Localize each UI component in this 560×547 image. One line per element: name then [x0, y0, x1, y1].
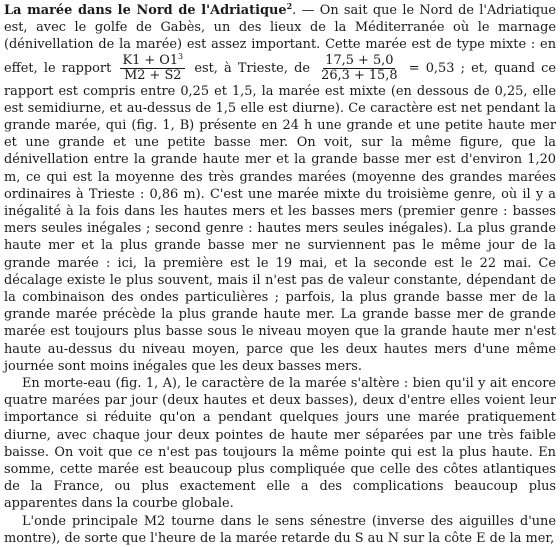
fraction-denominator: M2 + S2: [124, 67, 182, 83]
fraction-numerator: 17,5 + 5,0: [325, 52, 394, 68]
paragraph-onde-principale: L'onde principale M2 tourne dans le sens sénestre (inverse des aiguilles d'une montre), de sorte que l'heure de la marée retarde du S au N sur la côte E de la mer,: [4, 513, 556, 546]
paragraph-text-intro: On sait que le Nord de l'Adriatique est, avec le golfe de Gabès, un des lieux de la Méditerranée où le marnage (dénivellation de la marée) est assez important. Cette marée est de type mixte : en effet, le rapport: [4, 3, 556, 76]
title-punctuation: . —: [292, 3, 320, 18]
footnote-marker: 2: [286, 1, 293, 11]
document-page: [4, 2, 556, 547]
fraction-numerator: $K1 + O1^3$: [122, 51, 184, 68]
trieste-values-fraction: [319, 54, 399, 83]
paragraph-text-trieste: est, à Trieste, de: [194, 60, 310, 76]
section-title: La marée dans le Nord de l'Adriatique$^2$: [4, 1, 293, 18]
fraction-denominator: 26,3 + 15,8: [321, 67, 398, 83]
tide-ratio-fraction: [120, 51, 185, 83]
paragraph-morte-eau: En morte-eau (fig. 1, A), le caractère de la marée s'altère : bien qu'il y ait encore quatre marées par jour (deux hautes et deux basses), deux d'entre elles voient leur importance si réduite qu'on a pendant quelques jours une marée pratiquement diurne, avec chaque jour deux pointes de haute mer séparées par une très faible baisse. On voit que ce n'est pas toujours la même pointe qui est la plus haute. En somme, cette marée est beaucoup plus compliquée que celle des côtes atlantiques de la France, ou plus exactement elle a des complications beaucoup plus apparentes dans la courbe globale.: [4, 376, 556, 512]
paragraph-adriatic-tide: [4, 2, 556, 375]
paragraph-text-body: = 0,53 ; et, quand ce rapport est compris entre 0,25 et 1,5, la marée est mixte (en dessous de 0,25, elle est semidiurne, et au-dessus de 1,5 elle est diurne). Ce caractère est net pendant la grande marée, qui (fig. 1, B) présente en 24 h une grande et une petite haute mer et une grande et une petite basse mer. On voit, sur la même figure, que la dénivellation entre la grande haute mer et la grande basse mer est d'environ 1,20 m, ce qui est la moyenne des très grandes marées (moyenne des grandes marées ordinaires à Trieste : 0,86 m). C'est une marée mixte du troisième genre, où il y a inégalité à la fois dans les hautes mers et les basses mers (premier genre : basses mers seules inégales ; second genre : hautes mers seules inégales). La plus grande haute mer et la plus grande basse mer ne surviennent pas le même jour de la grande marée : ici, la première est le 19 mai, et la seconde est le 22 mai. Ce décalage existe le plus souvent, mais il n'est pas de valeur constante, dépendant de la combinaison des ondes particulières ; parfois, la plus grande basse mer de la grande marée précède la plus grande haute mer. La grande basse mer de grande marée est toujours plus basse sous le niveau moyen que la grande haute mer n'est haute au-dessus du niveau moyen, parce que les deux hautes mers d'une même journée sont moins inégales que les deux basses mers.: [4, 60, 557, 374]
